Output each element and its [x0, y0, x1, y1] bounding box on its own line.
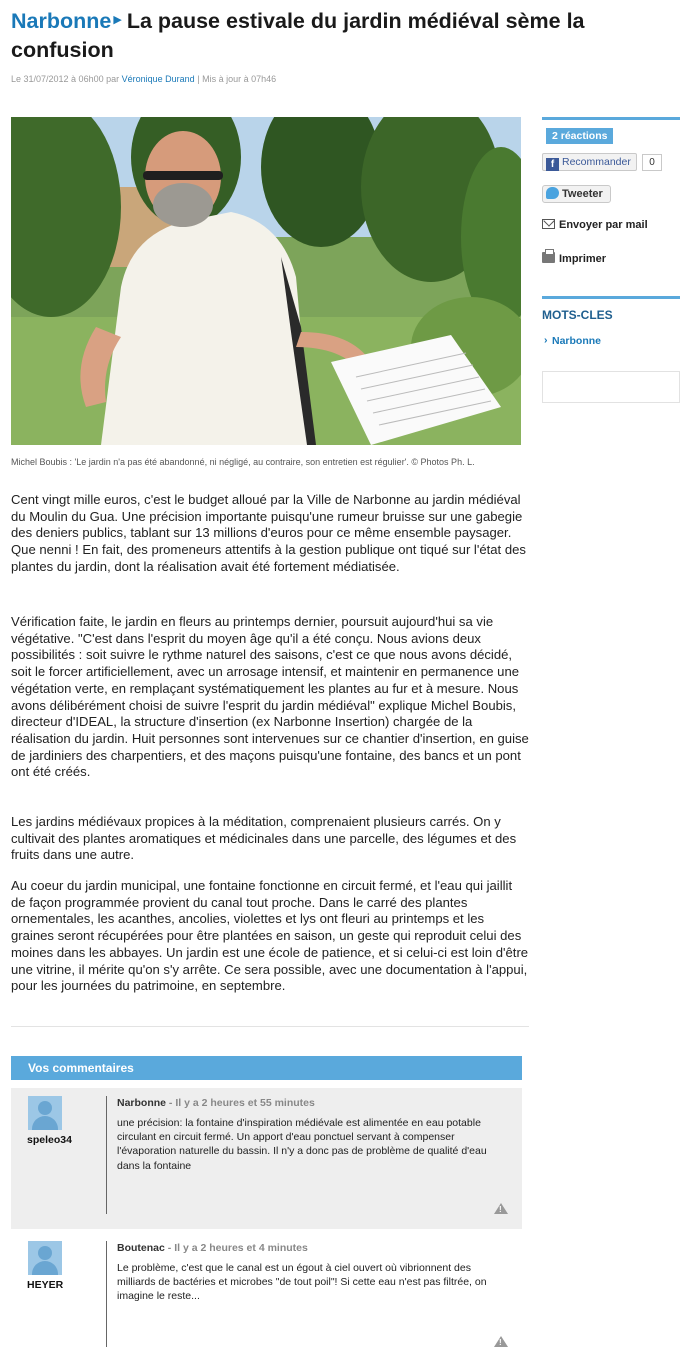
warning-icon[interactable]: ! — [494, 1336, 508, 1347]
avatar — [28, 1096, 62, 1130]
sidebar-divider — [542, 296, 680, 299]
reactions-link[interactable]: 2 réactions — [546, 128, 613, 144]
comment-location: Boutenac — [117, 1242, 165, 1254]
comment-divider — [106, 1096, 107, 1214]
update-time: Mis à jour à 07h46 — [202, 74, 277, 84]
comment-text: une précision: la fontaine d'inspiration médiévale est alimentée en eau potable circulant en circuit fermé. Un apport d'eau ponctuel servant à compenser l'évaporation naturelle du bassin. Il n'y a donc pas de problème de qualité d'eau dans la fontaine — [117, 1117, 487, 1172]
comment-item — [11, 1233, 522, 1353]
printer-icon — [542, 252, 555, 263]
article-paragraph: Cent vingt mille euros, c'est le budget alloué par la Ville de Narbonne au jardin médiéval du Moulin du Gua. Une précision importante puisqu'une rumeur bruisse sur une gabegie des deniers publics, tablant sur 13 millions d'euros pour ce même ensemble paysager. Que nenni ! En fait, des promeneurs attentifs à la gestion publique ont tiqué sur l'état des plantes du jardin, dont la réalisation avait été fortement médiatisée. — [11, 492, 526, 574]
twitter-bird-icon — [546, 187, 559, 199]
photo-illustration — [11, 117, 521, 445]
article-paragraph: Au coeur du jardin municipal, une fontaine fonctionne en circuit fermé, et l'eau qui jaillit de façon programmée provient du canal tout proche. Dans le carré des plantes ornementales, les acanthes, ancolies, violettes et lys ont fleuri au printemps et les graines seront récupérées pour être plantées en saison, un geste qui reproduit celui des moines dans les abbayes. Un jardin est une école de patience, et si celui-ci est loin d'être une vitrine, il mérite qu'on s'y arrête. Ce sera possible, avec une documentation à l'appui, pour les journées du patrimoine, en septembre. — [11, 878, 529, 994]
recommend-count: 0 — [642, 154, 662, 171]
comment-meta — [117, 1242, 308, 1254]
comment-text: Le problème, c'est que le canal est un égout à ciel ouvert où vibrionnent des milliards de bactéries et microbes "de tout poil"! Si cette eau n'est pas filtrée, on imagine le reste... — [117, 1262, 487, 1303]
article-headline — [11, 6, 681, 65]
comment-divider — [106, 1241, 107, 1347]
triangle-right-icon: ▶ — [113, 14, 122, 26]
sidebar-empty-box — [542, 371, 680, 403]
section-link[interactable]: Narbonne — [11, 9, 112, 33]
comment-meta-separator: - — [164, 1242, 175, 1254]
sidebar-divider — [542, 117, 680, 120]
facebook-icon: f — [546, 158, 559, 171]
comments-header: Vos commentaires — [11, 1056, 522, 1080]
warning-icon[interactable]: ! — [494, 1203, 508, 1214]
comment-time: Il y a 2 heures et 4 minutes — [174, 1242, 308, 1254]
tweet-button[interactable] — [542, 185, 611, 203]
comment-username[interactable]: HEYER — [27, 1279, 64, 1291]
publish-date: Le 31/07/2012 à 06h00 — [11, 74, 104, 84]
send-by-mail-link[interactable] — [542, 219, 648, 231]
recommend-label: Recommander — [562, 156, 631, 168]
comment-location: Narbonne — [117, 1097, 167, 1109]
comment-meta-separator: - — [166, 1097, 176, 1109]
article-divider — [11, 1026, 529, 1027]
article-paragraph: Vérification faite, le jardin en fleurs au printemps dernier, poursuit aujourd'hui sa vie végétative. "C'est dans l'esprit du moyen âge qu'il a été conçu. Nous avions deux possibilités : soit suivre le rythme naturel des saisons, c'est ce que nous avons décidé, soit le forcer artificiellement, avec un arrosage intensif, et maintenir en permanence une végétation verte, en remplaçant systématiquement les plantes au fur et à mesure. Nous avons délibérément choisi de suivre l'esprit du jardin médiéval" explique Michel Boubis, directeur d'IDEAL, la structure d'insertion (ex Narbonne Insertion) chargée de la réalisation du jardin. Huit personnes sont intervenues sur ce chantier d'insertion, en guise de jardiniers des charpentiers, et des maçons puisqu'une fontaine, des bancs et un pont ont été créés. — [11, 614, 529, 780]
photo-caption: Michel Boubis : 'Le jardin n'a pas été abandonné, ni négligé, au contraire, son entretien est régulier'. © Photos Ph. L. — [11, 457, 475, 467]
print-link[interactable] — [542, 252, 606, 265]
comment-item — [11, 1088, 522, 1229]
tweet-label: Tweeter — [562, 188, 603, 200]
byline-by: par — [106, 74, 120, 84]
byline — [11, 74, 276, 84]
article-title: La pause estivale du jardin médiéval sème la confusion — [11, 9, 585, 62]
author-link[interactable]: Véronique Durand — [121, 74, 195, 84]
article-photo — [11, 117, 521, 445]
comment-time: Il y a 2 heures et 55 minutes — [175, 1097, 315, 1109]
byline-separator: | — [197, 74, 200, 84]
print-label: Imprimer — [559, 253, 607, 265]
keyword-link[interactable]: › Narbonne — [552, 335, 601, 347]
avatar — [28, 1241, 62, 1275]
comment-meta — [117, 1097, 315, 1109]
facebook-recommend-button[interactable] — [542, 153, 637, 171]
mail-label: Envoyer par mail — [559, 219, 648, 231]
envelope-icon — [542, 219, 555, 229]
comment-username[interactable]: speleo34 — [27, 1134, 72, 1146]
keywords-title: MOTS-CLES — [542, 308, 613, 322]
article-paragraph: Les jardins médiévaux propices à la méditation, comprenaient plusieurs carrés. On y cultivait des plantes aromatiques et médicinales dans une parcelle, des légumes et des fruits dans une autre. — [11, 814, 517, 863]
